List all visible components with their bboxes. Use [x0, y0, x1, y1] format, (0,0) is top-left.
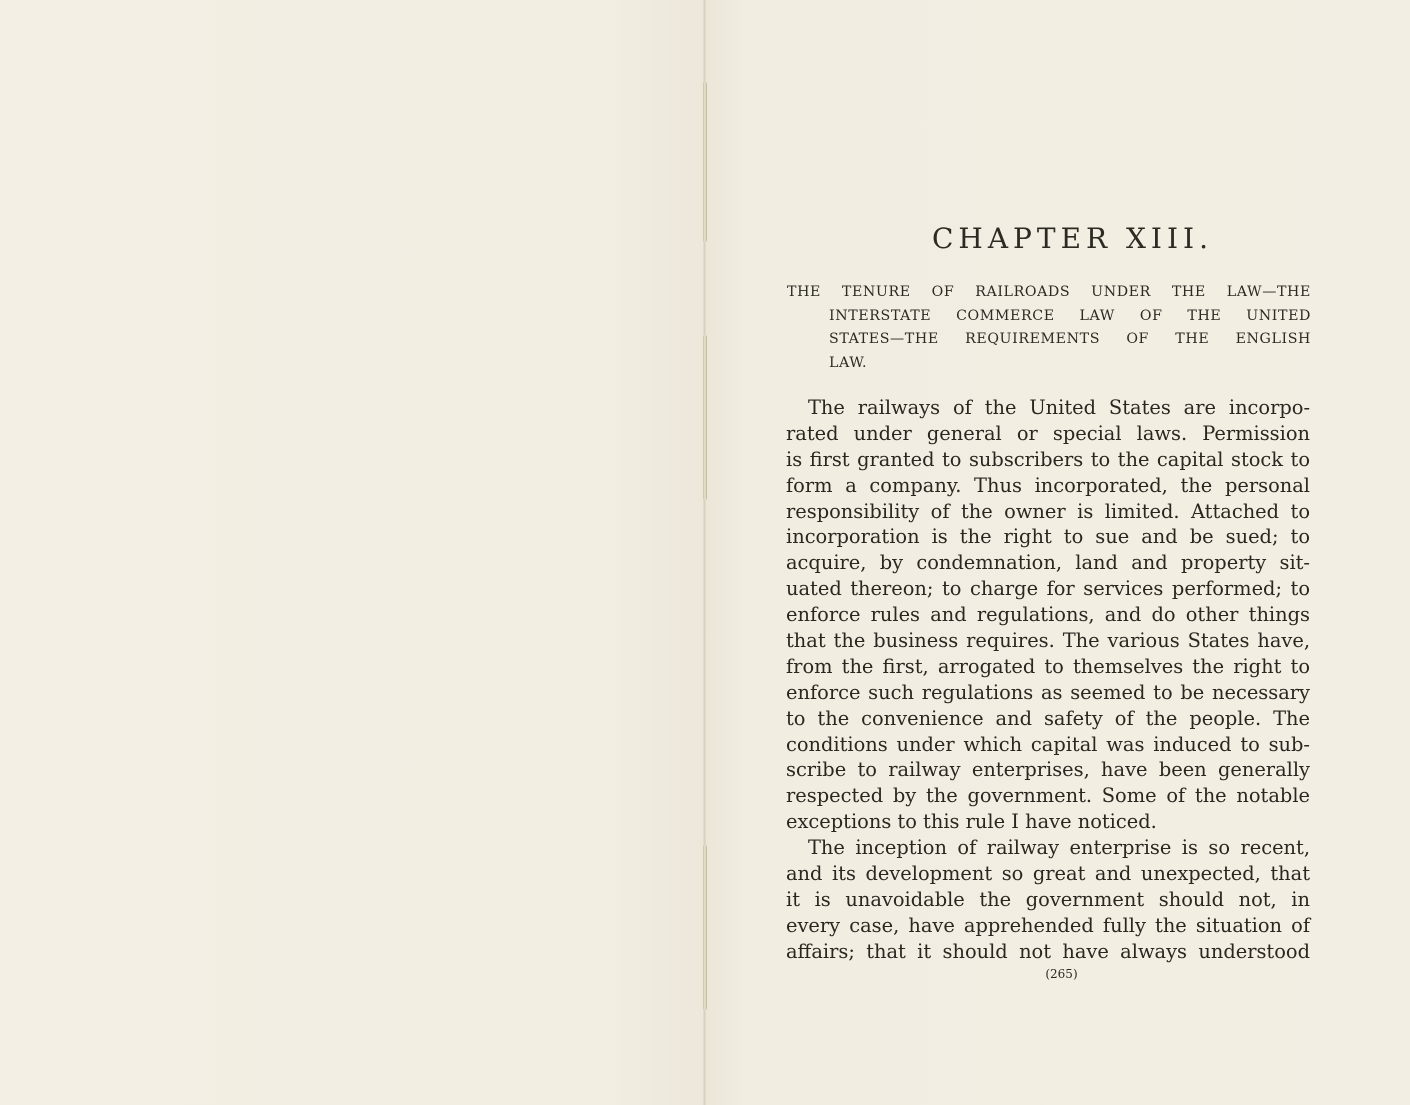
text-line: scribe to railway enterprises, have been generally [786, 758, 1310, 782]
text-line: and its development so great and unexpected, that [786, 862, 1310, 886]
text-line: uated thereon; to charge for services performed; to [786, 577, 1310, 601]
chapter-summary [787, 281, 1311, 375]
text-line: conditions under which capital was induced to sub- [786, 732, 1310, 756]
text-line: acquire, by condemnation, land and property sit- [786, 551, 1310, 575]
chapter-title: CHAPTER XIII. [931, 222, 1213, 255]
binding-stitch [703, 335, 707, 500]
text-line: that the business requires. The various States have, [786, 629, 1310, 653]
body-text [786, 395, 1310, 965]
text-line: affairs; that it should not have always understood [786, 939, 1310, 963]
text-line: form a company. Thus incorporated, the personal [786, 473, 1310, 497]
text-line: rated under general or special laws. Permission [786, 421, 1310, 445]
summary-line: INTERSTATE COMMERCE LAW OF THE UNITED [829, 307, 1311, 324]
paragraph-1 [786, 395, 1310, 835]
text-line: from the first, arrogated to themselves the right to [786, 654, 1310, 678]
text-line: The railways of the United States are incorpo- [808, 396, 1310, 419]
summary-line: STATES—THE REQUIREMENTS OF THE ENGLISH [829, 331, 1311, 347]
text-line: respected by the government. Some of the notable [786, 784, 1310, 808]
binding-stitch [703, 82, 707, 242]
text-line: The inception of railway enterprise is so recent, [808, 836, 1310, 860]
text-line: exceptions to this rule I have noticed. [786, 810, 1157, 834]
text-line: responsibility of the owner is limited. Attached to [786, 499, 1310, 523]
text-line: enforce rules and regulations, and do other things [786, 603, 1310, 627]
summary-line: THE TENURE OF RAILROADS UNDER THE LAW—THE [787, 284, 1311, 300]
binding-stitch [703, 845, 707, 1010]
paragraph-2 [786, 835, 1310, 964]
text-line: it is unavoidable the government should not, in [786, 887, 1310, 911]
text-line: to the convenience and safety of the people. The [786, 706, 1310, 730]
text-line: enforce such regulations as seemed to be necessary [786, 680, 1310, 704]
text-line: is first granted to subscribers to the capital stock to [786, 447, 1310, 471]
text-line: every case, have apprehended fully the situation of [786, 913, 1310, 937]
text-line: incorporation is the right to sue and be sued; to [786, 525, 1310, 549]
page-number: (265) [1045, 967, 1078, 981]
summary-line: LAW. [829, 354, 868, 371]
